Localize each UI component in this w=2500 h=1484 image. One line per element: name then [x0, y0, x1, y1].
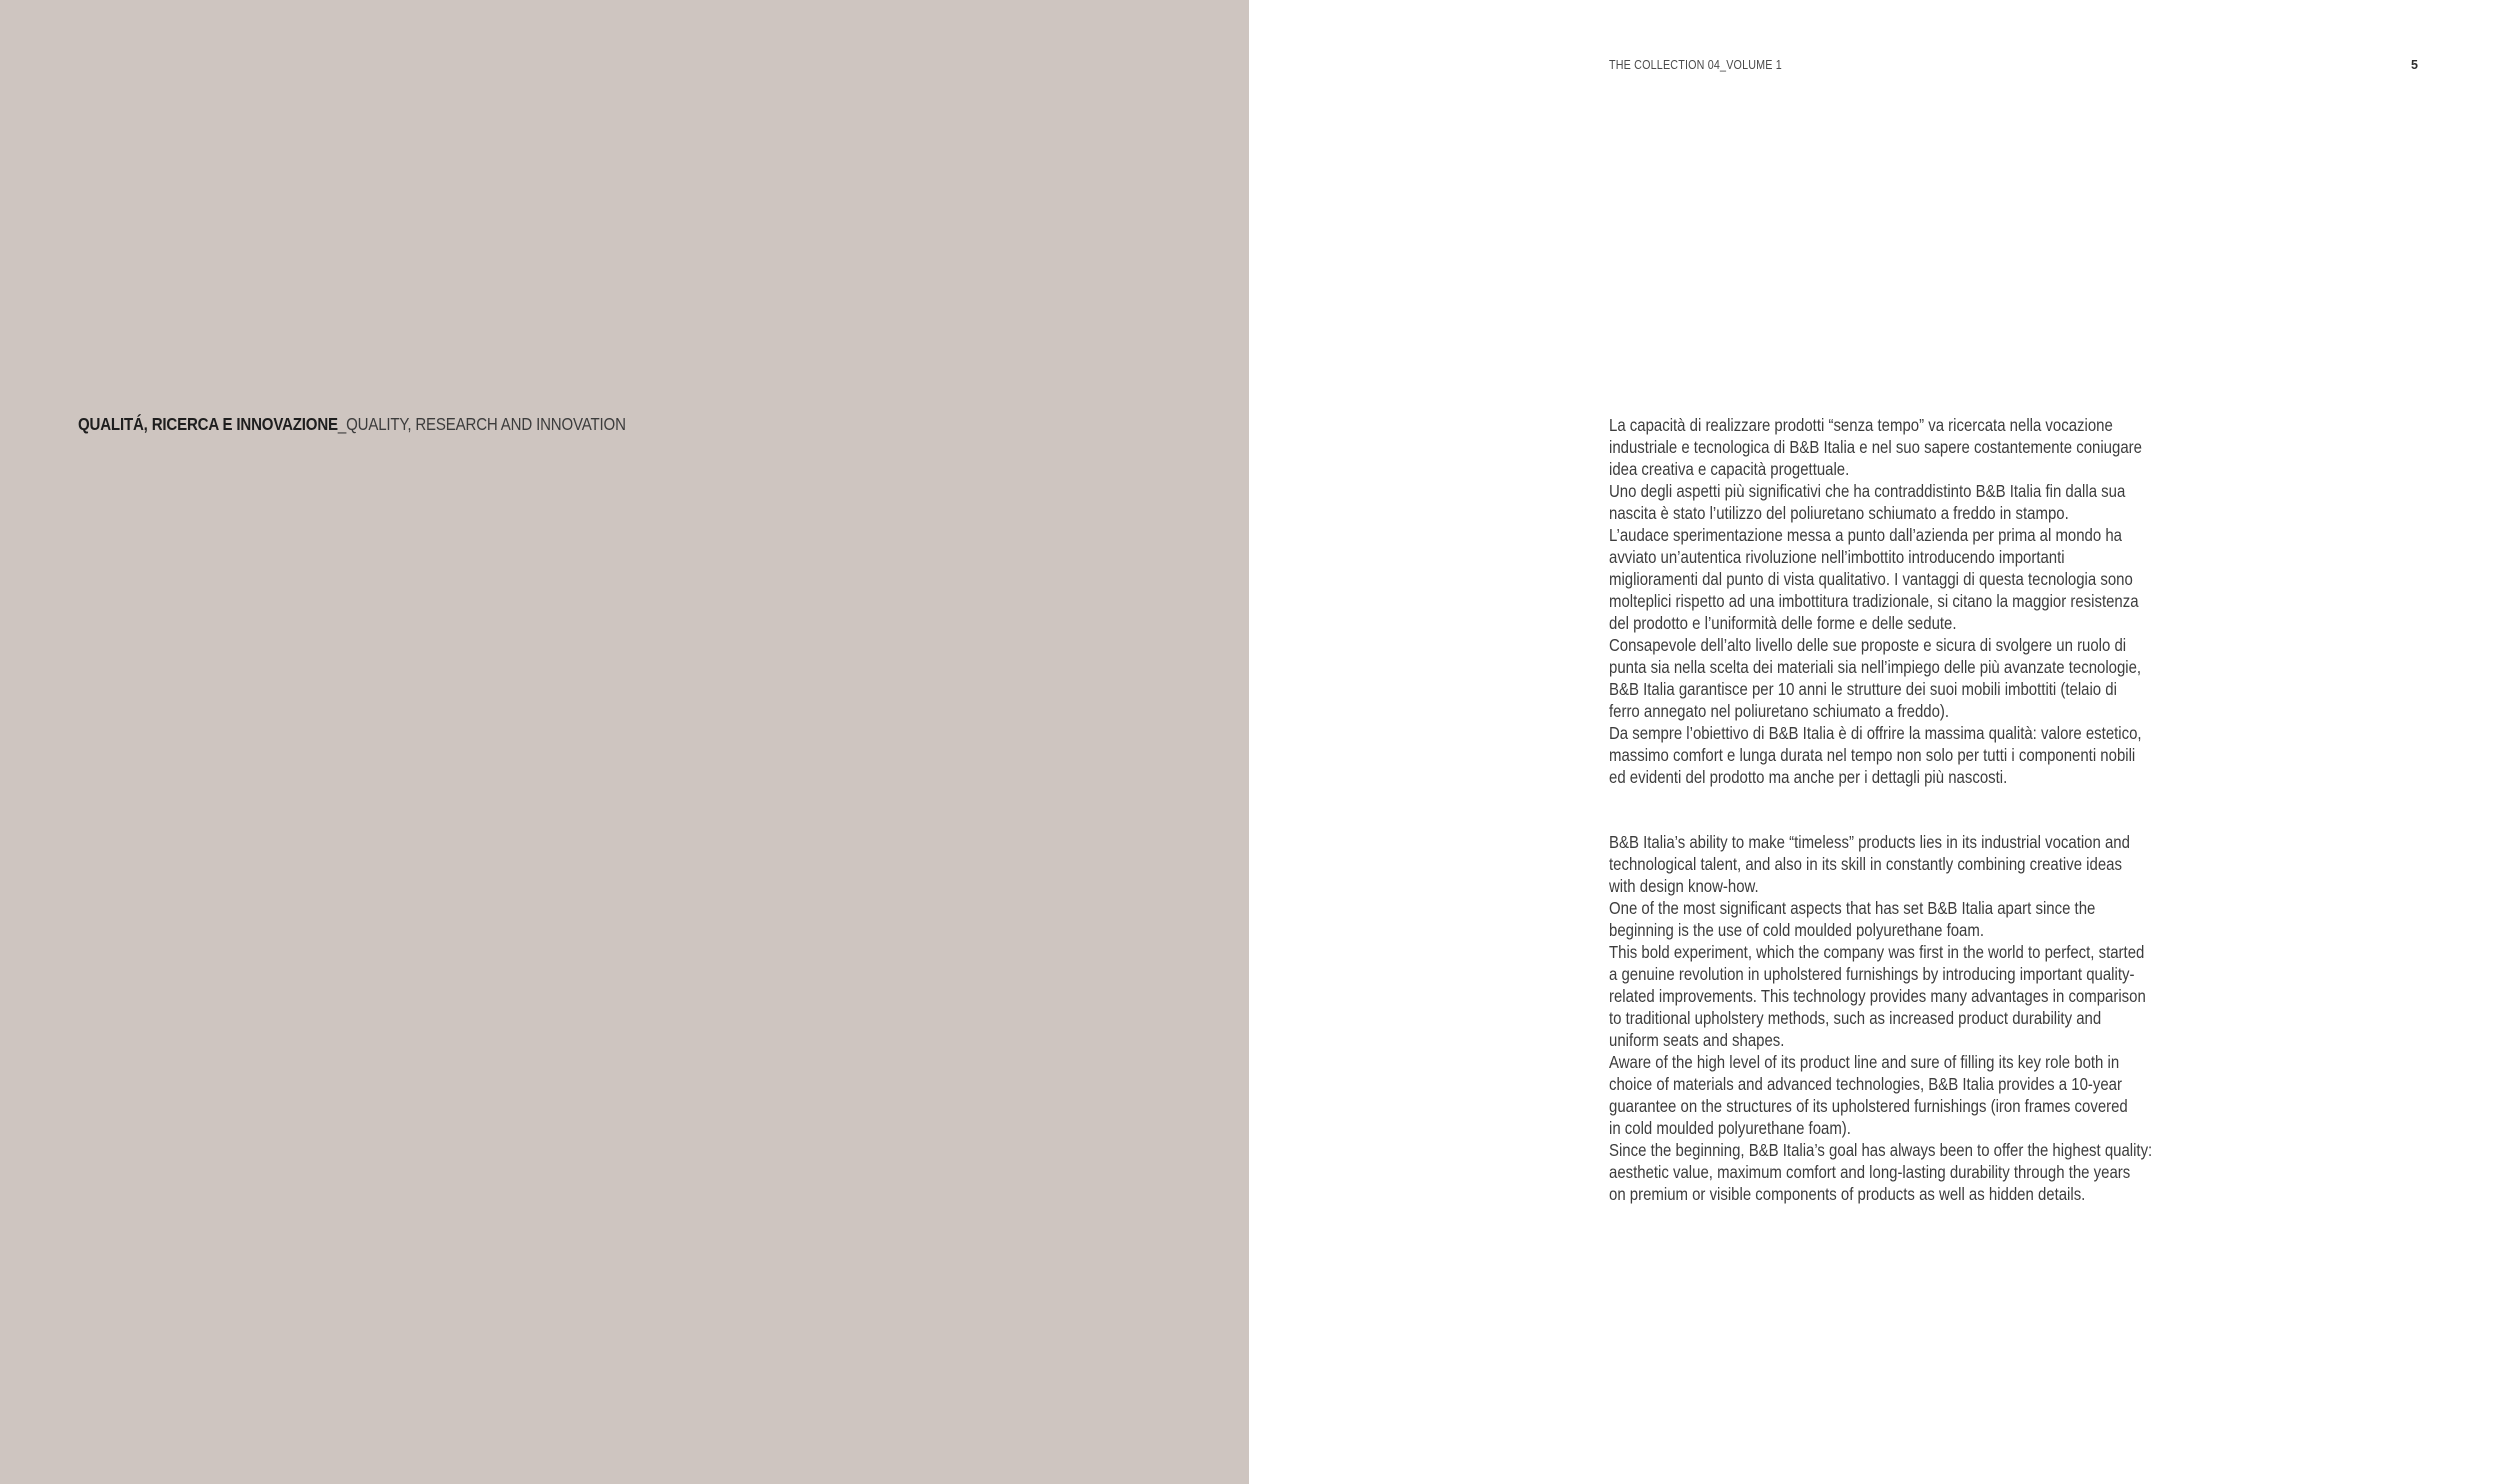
english-text-line: Since the beginning, B&B Italia’s goal has always been to offer the highest quality:	[1609, 1140, 2153, 1160]
english-text-line: aesthetic value, maximum comfort and long-lasting durability through the years	[1609, 1162, 2131, 1182]
italian-text-line: Da sempre l’obiettivo di B&B Italia è di offrire la massima qualità: valore estetico,	[1609, 723, 2142, 743]
italian-text-line: molteplici rispetto ad una imbottitura tradizionale, si citano la maggior resistenza	[1609, 591, 2139, 611]
italian-text-block	[1609, 414, 2142, 788]
italian-text-line: miglioramenti dal punto di vista qualitativo. I vantaggi di questa tecnologia sono	[1609, 569, 2133, 589]
heading-english: _QUALITY, RESEARCH AND INNOVATION	[337, 414, 626, 434]
italian-text-line: Consapevole dell’alto livello delle sue proposte e sicura di svolgere un ruolo di	[1609, 635, 2127, 655]
english-text-line: One of the most significant aspects that has set B&B Italia apart since the	[1609, 898, 2096, 918]
italian-text-line: del prodotto e l’uniformità delle forme e delle sedute.	[1609, 613, 1957, 633]
heading-italian: QUALITÁ, RICERCA E INNOVAZIONE	[78, 414, 338, 434]
english-text-line: in cold moulded polyurethane foam).	[1609, 1118, 1851, 1138]
english-text-line: a genuine revolution in upholstered furnishings by introducing important quality-	[1609, 964, 2135, 984]
english-text-line: B&B Italia’s ability to make “timeless” products lies in its industrial vocation and	[1609, 832, 2130, 852]
italian-text-line: La capacità di realizzare prodotti “senza tempo” va ricercata nella vocazione	[1609, 415, 2113, 435]
english-text-line: uniform seats and shapes.	[1609, 1030, 1785, 1050]
english-text-line: This bold experiment, which the company was first in the world to perfect, started	[1609, 942, 2145, 962]
italian-text-line: nascita è stato l’utilizzo del poliuretano schiumato a freddo in stampo.	[1609, 503, 2069, 523]
italian-text-line: idea creativa e capacità progettuale.	[1609, 459, 1850, 479]
english-text-line: on premium or visible components of products as well as hidden details.	[1609, 1184, 2086, 1204]
english-text-line: technological talent, and also in its skill in constantly combining creative ideas	[1609, 854, 2122, 874]
italian-text-line: ferro annegato nel poliuretano schiumato a freddo).	[1609, 701, 1950, 721]
running-header: THE COLLECTION 04_VOLUME 1	[1609, 58, 1782, 72]
english-text-line: beginning is the use of cold moulded polyurethane foam.	[1609, 920, 1984, 940]
english-text-line: choice of materials and advanced technologies, B&B Italia provides a 10-year	[1609, 1074, 2122, 1094]
english-text-line: to traditional upholstery methods, such as increased product durability and	[1609, 1008, 2102, 1028]
section-heading	[78, 411, 626, 437]
left-page-color-panel	[0, 0, 1249, 1484]
english-text-line: with design know-how.	[1609, 876, 1759, 896]
italian-text-line: massimo comfort e lunga durata nel tempo non solo per tutti i componenti nobili	[1609, 745, 2136, 765]
italian-text-line: industriale e tecnologica di B&B Italia e nel suo sapere costantemente coniugare	[1609, 437, 2142, 457]
italian-text-line: ed evidenti del prodotto ma anche per i dettagli più nascosti.	[1609, 767, 2008, 787]
english-text-line: Aware of the high level of its product line and sure of filling its key role both in	[1609, 1052, 2120, 1072]
italian-text-line: punta sia nella scelta dei materiali sia nell’impiego delle più avanzate tecnologie,	[1609, 657, 2142, 677]
italian-text-line: avviato un’autentica rivoluzione nell’imbottito introducendo importanti	[1609, 547, 2065, 567]
english-text-line: guarantee on the structures of its upholstered furnishings (iron frames covered	[1609, 1096, 2128, 1116]
italian-text-line: Uno degli aspetti più significativi che ha contraddistinto B&B Italia fin dalla sua	[1609, 481, 2126, 501]
italian-text-line: L’audace sperimentazione messa a punto dall’azienda per prima al mondo ha	[1609, 525, 2122, 545]
italian-text-line: B&B Italia garantisce per 10 anni le strutture dei suoi mobili imbottiti (telaio di	[1609, 679, 2117, 699]
english-text-line: related improvements. This technology provides many advantages in comparison	[1609, 986, 2146, 1006]
english-text-block	[1609, 831, 2153, 1205]
page-number: 5	[2411, 58, 2418, 72]
